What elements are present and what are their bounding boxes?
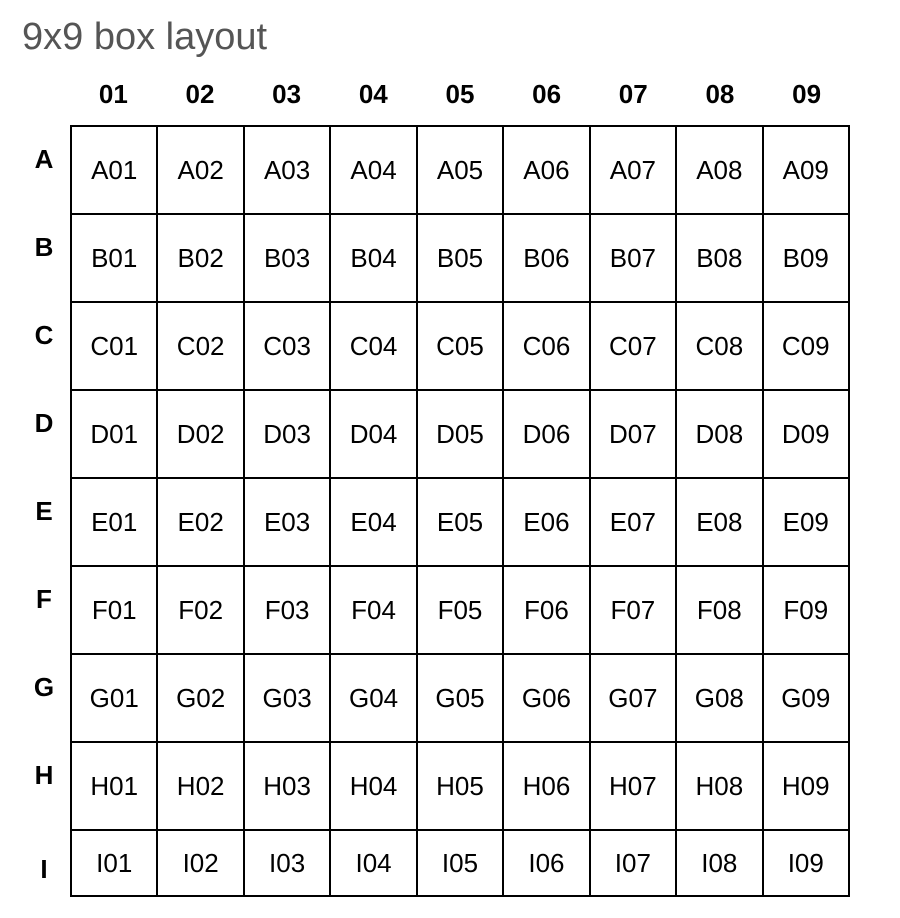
grid-cell: A01 — [72, 127, 158, 215]
grid-cell: G01 — [72, 655, 158, 743]
grid-cell: B03 — [245, 215, 331, 303]
grid-cell: H03 — [245, 743, 331, 831]
grid-cell: B09 — [764, 215, 850, 303]
row-header: F — [36, 584, 52, 614]
grid-cell: I01 — [72, 831, 158, 897]
grid-cell: I07 — [591, 831, 677, 897]
grid-cell: C07 — [591, 303, 677, 391]
column-header: 06 — [532, 79, 562, 109]
grid-cell: B08 — [677, 215, 763, 303]
grid-cell: H04 — [331, 743, 417, 831]
grid-cell: G09 — [764, 655, 850, 743]
grid-cell: D07 — [591, 391, 677, 479]
column-header: 09 — [792, 79, 822, 109]
grid-cell: A05 — [418, 127, 504, 215]
grid-cell: I09 — [764, 831, 850, 897]
row-header: C — [34, 320, 54, 350]
grid-cell: G06 — [504, 655, 590, 743]
column-header: 02 — [185, 79, 215, 109]
row-header: D — [34, 408, 54, 438]
box-grid — [70, 125, 850, 897]
grid-cell: B01 — [72, 215, 158, 303]
row-header: E — [35, 496, 53, 526]
row-header: I — [40, 854, 48, 884]
grid-cell: F08 — [677, 567, 763, 655]
grid-cell: A03 — [245, 127, 331, 215]
grid-cell: C02 — [158, 303, 244, 391]
row-header: A — [34, 144, 54, 174]
grid-cell: H09 — [764, 743, 850, 831]
grid-cell: I02 — [158, 831, 244, 897]
column-header-row — [70, 76, 850, 112]
grid-cell: D04 — [331, 391, 417, 479]
grid-cell: E09 — [764, 479, 850, 567]
grid-cell: A04 — [331, 127, 417, 215]
grid-cell: F07 — [591, 567, 677, 655]
grid-cell: H07 — [591, 743, 677, 831]
grid-cell: B02 — [158, 215, 244, 303]
grid-cell: H08 — [677, 743, 763, 831]
column-header: 01 — [98, 79, 128, 109]
grid-cell: C04 — [331, 303, 417, 391]
grid-cell: F09 — [764, 567, 850, 655]
grid-cell: C08 — [677, 303, 763, 391]
grid-cell: E04 — [331, 479, 417, 567]
grid-cell: G02 — [158, 655, 244, 743]
grid-cell: G04 — [331, 655, 417, 743]
row-header: H — [34, 760, 54, 790]
grid-cell: I06 — [504, 831, 590, 897]
grid-cell: D02 — [158, 391, 244, 479]
grid-cell: E08 — [677, 479, 763, 567]
grid-cell: D05 — [418, 391, 504, 479]
grid-cell: B04 — [331, 215, 417, 303]
grid-cell: F05 — [418, 567, 504, 655]
grid-cell: E06 — [504, 479, 590, 567]
grid-cell: G08 — [677, 655, 763, 743]
column-header: 08 — [705, 79, 735, 109]
row-header-column — [24, 126, 64, 896]
grid-cell: E02 — [158, 479, 244, 567]
grid-cell: B05 — [418, 215, 504, 303]
grid-cell: A09 — [764, 127, 850, 215]
grid-cell: E01 — [72, 479, 158, 567]
grid-cell: G03 — [245, 655, 331, 743]
grid-cell: D03 — [245, 391, 331, 479]
grid-cell: F06 — [504, 567, 590, 655]
grid-cell: G07 — [591, 655, 677, 743]
grid-cell: C09 — [764, 303, 850, 391]
grid-cell: A06 — [504, 127, 590, 215]
grid-cell: H01 — [72, 743, 158, 831]
grid-cell: A08 — [677, 127, 763, 215]
grid-cell: A07 — [591, 127, 677, 215]
grid-cell: D08 — [677, 391, 763, 479]
grid-cell: I03 — [245, 831, 331, 897]
grid-cell: F04 — [331, 567, 417, 655]
grid-cell: I05 — [418, 831, 504, 897]
grid-cell: I08 — [677, 831, 763, 897]
grid-cell: E07 — [591, 479, 677, 567]
grid-cell: H02 — [158, 743, 244, 831]
grid-cell: H05 — [418, 743, 504, 831]
grid-cell: B06 — [504, 215, 590, 303]
grid-cell: C03 — [245, 303, 331, 391]
column-header: 05 — [445, 79, 475, 109]
grid-cell: F02 — [158, 567, 244, 655]
grid-cell: G05 — [418, 655, 504, 743]
grid-cell: F01 — [72, 567, 158, 655]
grid-cell: B07 — [591, 215, 677, 303]
grid-cell: C05 — [418, 303, 504, 391]
grid-cell: I04 — [331, 831, 417, 897]
grid-cell: E05 — [418, 479, 504, 567]
row-header: B — [34, 232, 54, 262]
grid-cell: D01 — [72, 391, 158, 479]
grid-cell: F03 — [245, 567, 331, 655]
column-header: 03 — [272, 79, 302, 109]
grid-cell: C01 — [72, 303, 158, 391]
grid-cell: C06 — [504, 303, 590, 391]
column-header: 07 — [618, 79, 648, 109]
grid-cell: A02 — [158, 127, 244, 215]
row-header: G — [33, 672, 55, 702]
column-header: 04 — [358, 79, 388, 109]
page-title: 9x9 box layout — [22, 16, 268, 58]
grid-cell: D06 — [504, 391, 590, 479]
grid-cell: E03 — [245, 479, 331, 567]
grid-cell: H06 — [504, 743, 590, 831]
grid-cell: D09 — [764, 391, 850, 479]
